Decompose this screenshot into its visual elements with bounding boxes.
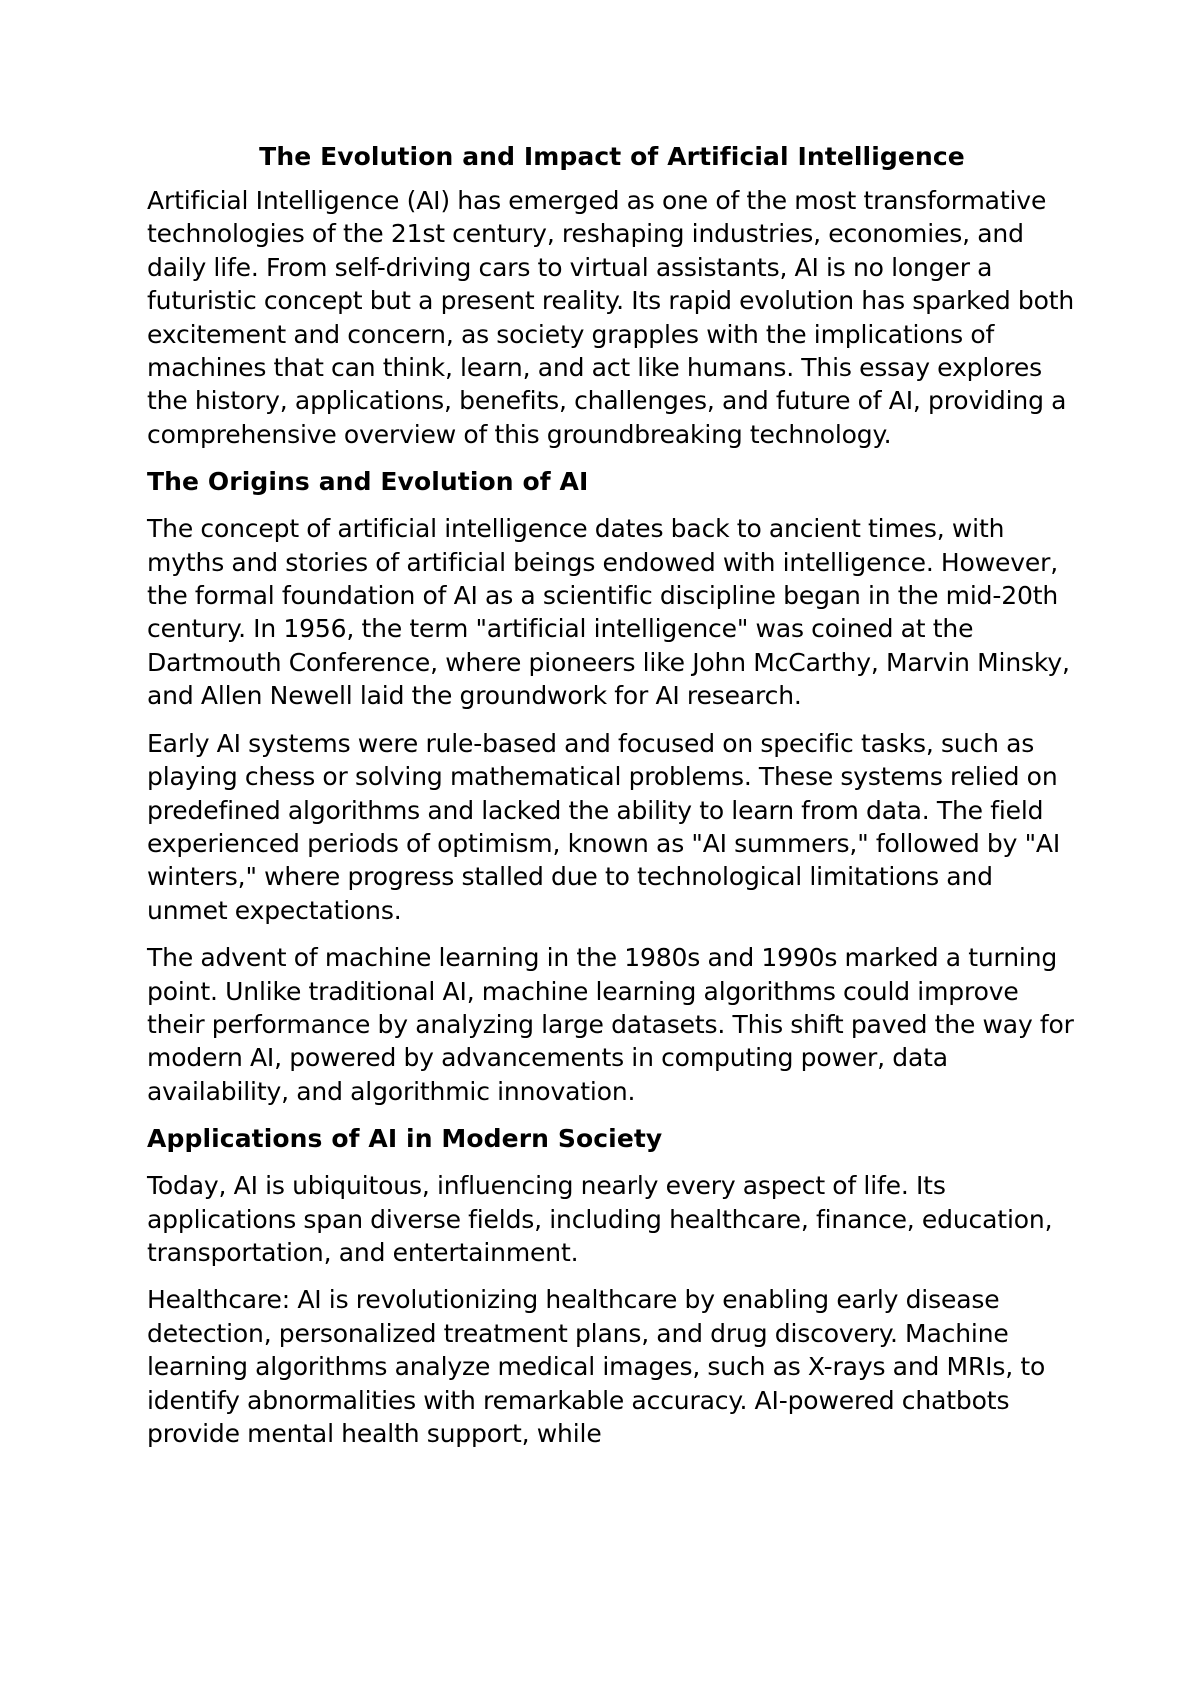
paragraph: The concept of artificial intelligence dates back to ancient times, with myths and stories of artificial beings endowed with intelligence. However, the formal foundation of AI as a scientific discipline began in the mid-20th century. In 1956, the term "artificial intelligence" was coined at the Dartmouth Conference, where pioneers like John McCarthy, Marvin Minsky, and Allen Newell laid the groundwork for AI research. bbox=[147, 514, 1070, 711]
paragraph: The advent of machine learning in the 1980s and 1990s marked a turning point. Unlike traditional AI, machine learning algorithms could improve their performance by analyzing large datasets. This shift paved the way for modern AI, powered by advancements in computing power, data availability, and algorithmic innovation. bbox=[147, 943, 1074, 1106]
paragraph: Today, AI is ubiquitous, influencing nearly every aspect of life. Its applications span diverse fields, including healthcare, finance, education, transportation, and entertainment. bbox=[147, 1171, 1053, 1267]
section-heading-origins: The Origins and Evolution of AI bbox=[147, 467, 589, 497]
document-page bbox=[147, 140, 1077, 1464]
section-heading-applications: Applications of AI in Modern Society bbox=[147, 1124, 663, 1154]
paragraph: Healthcare: AI is revolutionizing healthcare by enabling early disease detection, personalized treatment plans, and drug discovery. Machine learning algorithms analyze medical images, such as X-rays and MRIs, to identify abnormalities with remarkable accuracy. AI-powered chatbots provide mental health support, while bbox=[147, 1285, 1046, 1448]
intro-paragraph: Artificial Intelligence (AI) has emerged as one of the most transformative technologies of the 21st century, reshaping industries, economies, and daily life. From self-driving cars to virtual assistants, AI is no longer a futuristic concept but a present reality. Its rapid evolution has sparked both excitement and concern, as society grapples with the implications of machines that can think, learn, and act like humans. This essay explores the history, applications, benefits, challenges, and future of AI, providing a comprehensive overview of this groundbreaking technology. bbox=[147, 186, 1075, 449]
document-title: The Evolution and Impact of Artificial Intelligence bbox=[259, 142, 965, 171]
paragraph: Early AI systems were rule-based and focused on specific tasks, such as playing chess or solving mathematical problems. These systems relied on predefined algorithms and lacked the ability to learn from data. The field experienced periods of optimism, known as "AI summers," followed by "AI winters," where progress stalled due to technological limitations and unmet expectations. bbox=[147, 728, 1061, 925]
